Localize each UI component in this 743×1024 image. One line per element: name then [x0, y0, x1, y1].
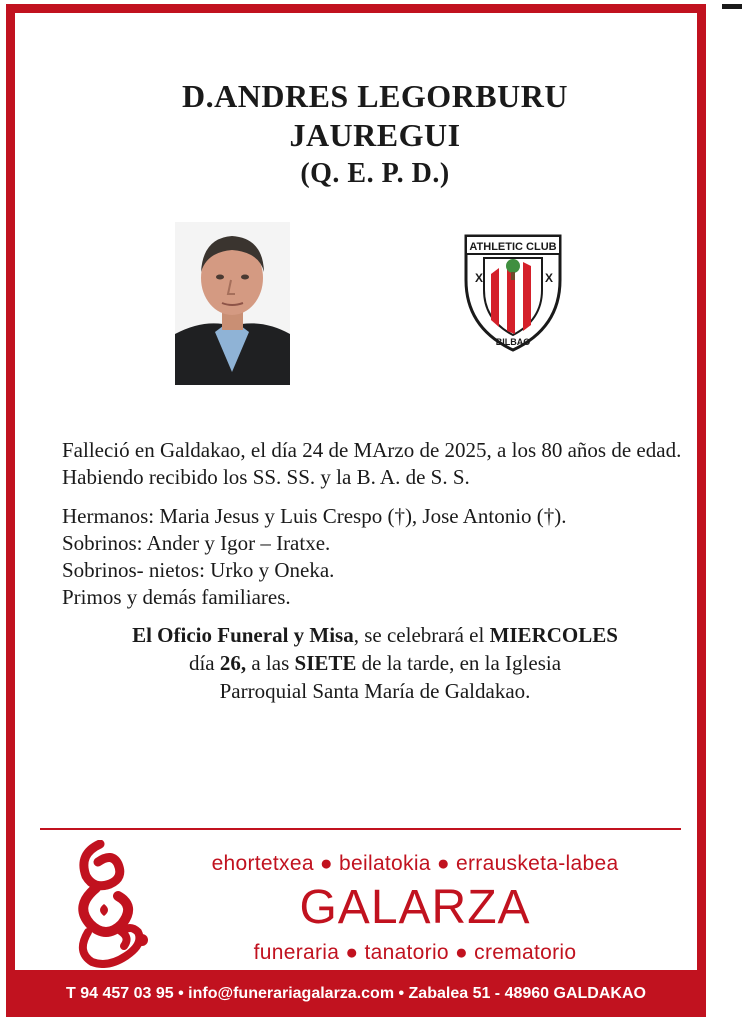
services-basque: ehortetxea ● beilatokia ● errausketa-labea: [211, 852, 619, 875]
relatives-list: [62, 503, 692, 611]
funeral-service-label: El Oficio Funeral y Misa: [132, 623, 354, 647]
contact-footer: [6, 970, 706, 1017]
relatives-nephews: Sobrinos: Ander y Igor – Iratxe.: [62, 531, 331, 555]
galarza-logo-icon: [66, 840, 158, 968]
crest-left-x: X: [475, 271, 484, 285]
relatives-others: Primos y demás familiares.: [62, 585, 291, 609]
crest-bottom-text: BILBAO: [495, 337, 531, 347]
relatives-grandnephews: Sobrinos- nietos: Urko y Oneka.: [62, 558, 335, 582]
qepd-label: (Q. E. P. D.): [300, 158, 450, 189]
contact-line: T 94 457 03 95 • info@funerariagalarza.com • Zabalea 51 - 48960 GALDAKAO: [66, 984, 646, 1002]
death-announcement: Falleció en Galdakao, el día 24 de MArzo de 2025, a los 80 años de edad. Habiendo recibido los SS. SS. y la B. A. de S. S.: [62, 438, 682, 489]
funeral-home-name: GALARZA: [299, 881, 531, 934]
crest-top-text: ATHLETIC CLUB: [469, 241, 557, 253]
funeral-notice: El Oficio Funeral y Misa, se celebrará el MIERCOLES día 26, a las SIETE de la tarde, en la Iglesia Parroquial Santa María de Galdakao.: [40, 621, 710, 705]
funeral-location: Parroquial Santa María de Galdakao.: [219, 679, 531, 703]
deceased-photo: [175, 222, 290, 385]
funeral-hour: SIETE: [294, 651, 357, 675]
relatives-siblings: Hermanos: Maria Jesus y Luis Crespo (†), Jose Antonio (†).: [62, 504, 567, 528]
crest-right-x: X: [545, 271, 554, 285]
funeral-weekday: MIERCOLES: [489, 623, 618, 647]
scan-mark: [722, 4, 742, 9]
deceased-name-line1: D.ANDRES LEGORBURU: [182, 78, 568, 114]
services-spanish: funeraria ● tanatorio ● crematorio: [253, 941, 577, 964]
section-divider: [40, 828, 681, 830]
deceased-name-line2: JAUREGUI: [289, 117, 461, 153]
funeral-day: 26,: [219, 651, 247, 675]
athletic-club-crest: [462, 232, 564, 354]
